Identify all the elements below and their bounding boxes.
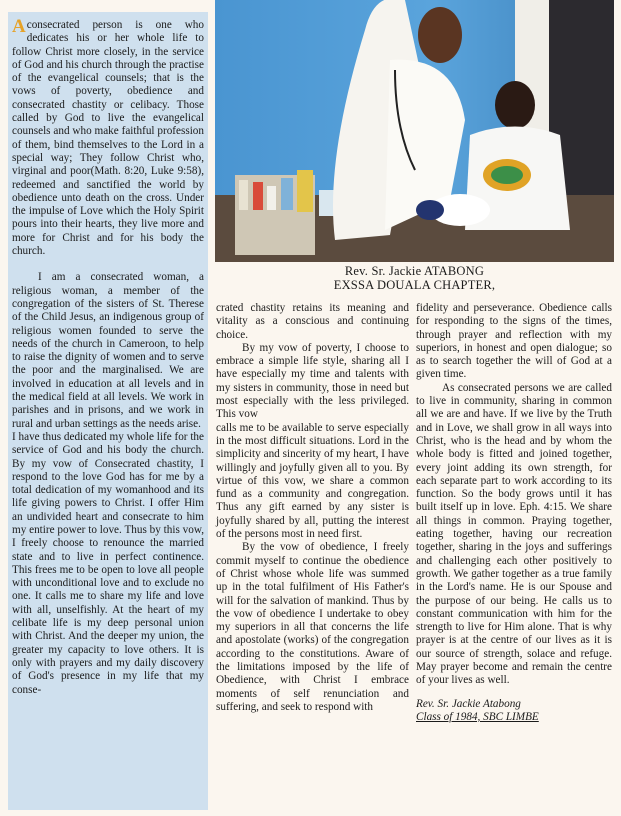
nun-examining-baby-photo: [215, 0, 614, 262]
drop-cap: A: [12, 16, 26, 37]
paragraph-obedience: By the vow of obedience, I freely commit myself to continue the obedience of Christ whose whole life was summed up in the total fulfilment of His Father's will for the salvation of mankind. Thus by the vow of obedience I undertake to obey my superiors in all that concerns the life and apostolate (works) of the congregation according to the constitutions. Aware of the limitations imposed by the life of Obedience, with Christ I embrace moments of self renunciation and suffering, and seek to respond with: [216, 541, 409, 713]
paragraph-obedience-continued: fidelity and perseverance. Obedience calls for responding to the signs of the times, through prayer and reflection with my superiors, in honest and open dialogue; so as to search together the will of God at a given time.: [416, 302, 612, 381]
caption-chapter: EXSSA DOUALA CHAPTER,: [333, 278, 496, 292]
photo-caption: [215, 264, 614, 292]
caption-name: Rev. Sr. Jackie ATABONG: [344, 264, 485, 278]
paragraph-poverty-continued: calls me to be available to serve especially in the most difficult situations. Lord in the simplicity and sincerity of my heart, I have willingly and joyfully given all to you. By virtue of this vow, we share a common fund as a community and congregation. Thus any gift earned by any sister is joyfully shared by all, putting the interest of the persons most in need first.: [216, 421, 409, 541]
article-column-3: [416, 302, 612, 724]
article-photo: [215, 0, 614, 262]
paragraph-chastity-continued: crated chastity retains its meaning and vitality as a conscious and continuing choice.: [216, 302, 409, 341]
signature-class: Class of 1984, SBC LIMBE: [416, 710, 539, 723]
author-signature: [416, 698, 612, 725]
article-column-1: [8, 12, 208, 810]
paragraph-consecrated-woman: I am a consecrated woman, a religious woman, a member of the congregation of the sisters of St. Therese of the Child Jesus, an indigenous group of religious women founded to serve the needs of the church in Cameroon, to help to raise the dignity of women and to serve the poor and the marginalised. We are involved in education at all levels and in the medical field at all levels. We work in parishes and in prisons, and we work in rural and urban settings as the needs arise.: [12, 271, 204, 430]
paragraph-intro: [12, 16, 204, 258]
signature-name: Rev. Sr. Jackie Atabong: [416, 697, 521, 710]
intro-text: consecrated person is one who dedicates his or her whole life to follow Christ more closely, in the service of God and his church through the practise of the evangelical counsels; that is the vows of poverty, obedience and consecrated chastity or celibacy. Those called by God to live the evangelical counsels and who make faithful profession of them, bind themselves to the Lord in a special way; They follow Christ who, virginal and poor(Math. 8:20, Luke 9:58), redeemed and sanctified the world by obedience unto death on the cross. Under the impulse of Love which the Holy Spirit pours into their hearts, they live more and more for Christ and for his body the church.: [12, 19, 204, 258]
paragraph-chastity: I have thus dedicated my whole life for the service of God and his body the church. By my vow of Consecrated chastity, I respond to the love God has for me by a total dedication of my womanhood and its life giving powers to Christ. I offer Him an undivided heart and consecrate to him my entire power to love. Thus by this vow, I freely choose to renounce the married state and to live in perfect continence. This frees me to be open to love all people with unconditional love and to exclude no one. It calls me to share my life and love with all, unselfishly. At the heart of my celibate life is my deep personal union with Christ. And the deeper my union, the greater my capacity to love others. It is only with prayers and my daily discovery of God's presence in my life that my conse-: [12, 430, 204, 696]
article-column-2: [216, 302, 409, 714]
paragraph-poverty: By my vow of poverty, I choose to embrace a simple life style, sharing all I have especially my time and talents with my sisters in community, those in need but most especially with the less privileged. This vow: [216, 341, 409, 421]
paragraph-community: As consecrated persons we are called to live in community, sharing in common all we are and have. If we live by the Truth and in Love, we shall grow in all ways into Christ, who is the head and by whom the whole body is fitted and joined together, every joint adding its own strength, for each separate part to work according to its function. So the body grows until it has built itself up in love. Eph. 4:15. We share all things in common. Praying together, eating together, having our recreation together, sharing in the joys and sufferings and challenging each other positively to growth. We gather together as a true family in the Lord's name. He is our Spouse and the purpose of our being. He calls us to constant communication with him for the strength to live for Him alone. That is why prayer is at the centre of our lives as it is our source of strength, solace and refuge. May prayer become and remain the centre of your lives as well.: [416, 381, 612, 687]
